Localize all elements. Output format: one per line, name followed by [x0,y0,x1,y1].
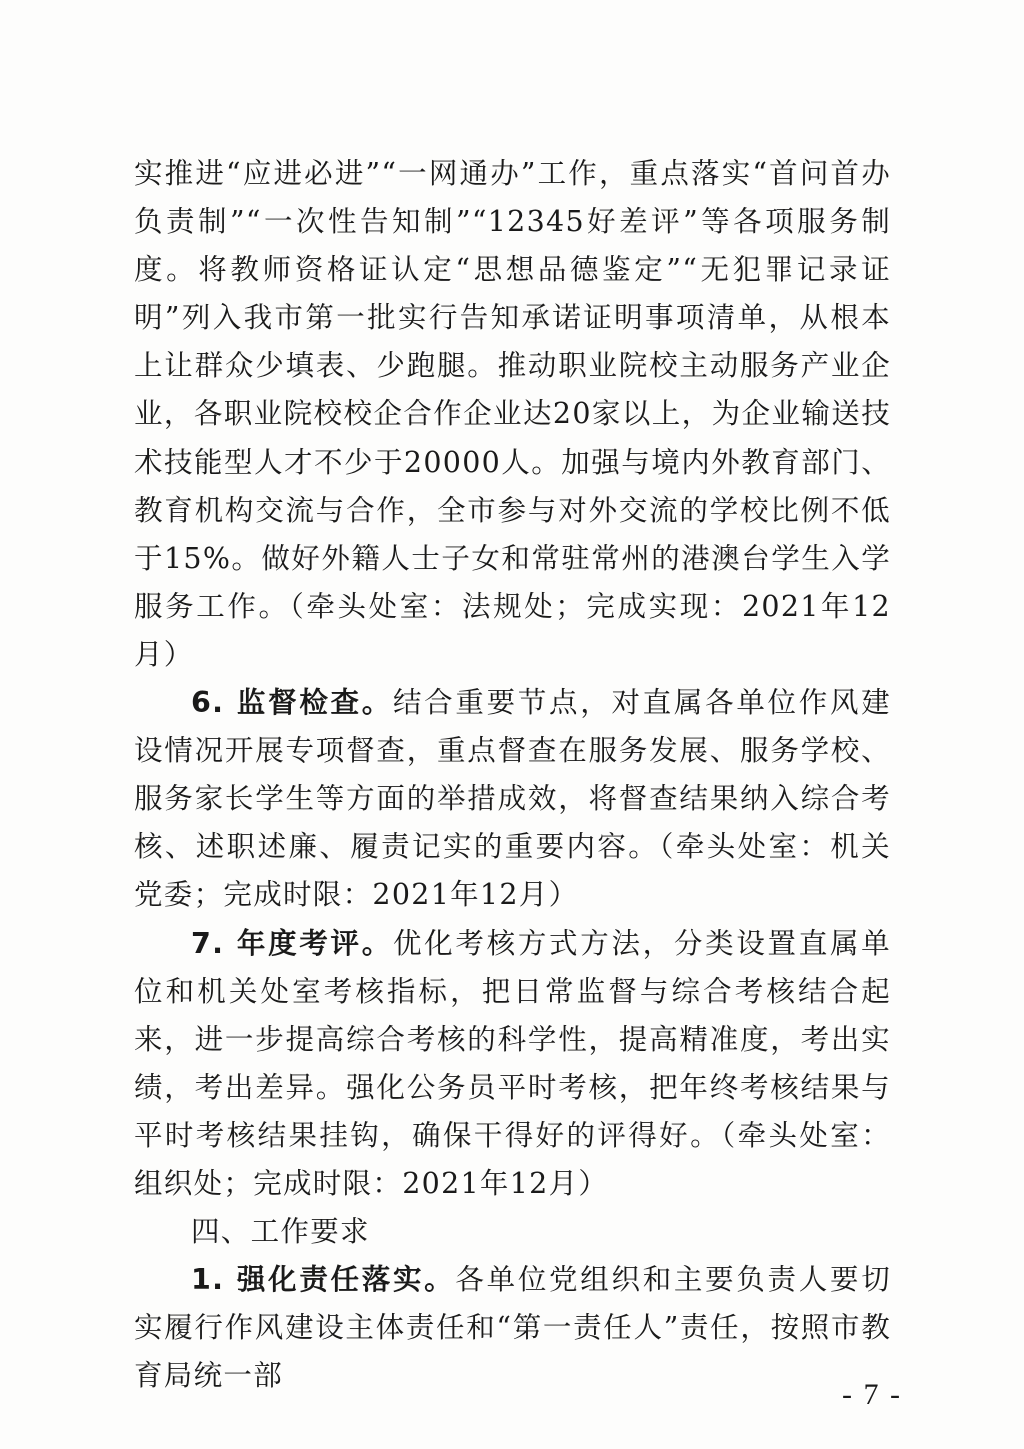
item-heading: 6. 监督检查。 [191,686,393,720]
paragraph-text: 实推进“应进必进”“一网通办”工作，重点落实“首问首办负责制”“一次性告知制”“12345好差评”等各项服务制度。将教师资格证认定“思想品德鉴定”“无犯罪记录证明”列入我市第一批实行告知承诺证明事项清单，从根本上让群众少填表、少跑腿。推动职业院校主动服务产业企业，各职业院校校企合作企业达20家以上，为企业输送技术技能型人才不少于20000人。加强与境内外教育部门、教育机构交流与合作，全市参与对外交流的学校比例不低于15%。做好外籍人士子女和常驻常州的港澳台学生入学服务工作。（牵头处室：法规处；完成实现：2021年12月） [134,157,891,671]
page-number: - 7 - [842,1378,902,1411]
document-body [134,150,891,1400]
paragraph-continuation [134,150,891,679]
section-heading [134,1208,891,1256]
paragraph-text: 优化考核方式方法，分类设置直属单位和机关处室考核指标，把日常监督与综合考核结合起来，进一步提高综合考核的科学性，提高精准度，考出实绩，考出差异。强化公务员平时考核，把年终考核结果与平时考核结果挂钩，确保干得好的评得好。（牵头处室：组织处；完成时限：2021年12月） [134,926,891,1200]
item-heading: 1. 强化责任落实。 [191,1263,456,1297]
paragraph-item-6 [134,679,891,919]
paragraph-item-7 [134,920,891,1209]
section-heading-text: 四、工作要求 [191,1215,370,1249]
item-heading: 7. 年度考评。 [191,926,393,960]
paragraph-item-1 [134,1256,891,1400]
paragraph-text: 各单位党组织和主要负责人要切实履行作风建设主体责任和“第一责任人”责任，按照市教育局统一部 [134,1263,891,1393]
paragraph-text: 结合重要节点，对直属各单位作风建设情况开展专项督查，重点督查在服务发展、服务学校、服务家长学生等方面的举措成效，将督查结果纳入综合考核、述职述廉、履责记实的重要内容。（牵头处室：机关党委；完成时限：2021年12月） [134,686,891,912]
